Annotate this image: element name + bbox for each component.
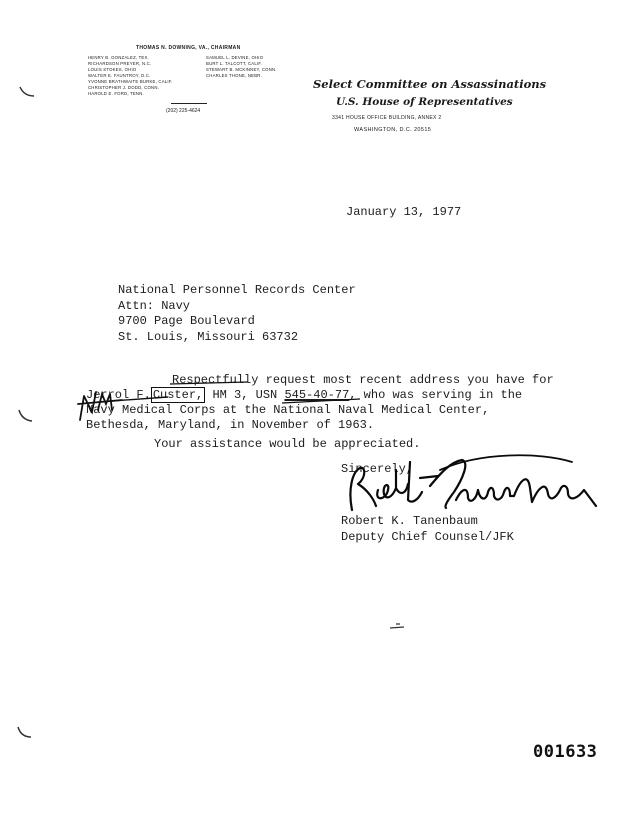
page-number: 001633 [533,742,598,762]
body-line: Navy Medical Corps at the National Naval Medical Center, [86,403,490,417]
member-name: CHRISTOPHER J. DODD, CONN. [88,85,160,90]
subject-service-number: 545-40-77 [284,388,350,402]
address-line: Attn: Navy [118,298,191,313]
handwritten-signature [350,460,596,510]
member-name: LOUIS STOKES, OHIO [88,67,137,72]
member-name: RICHARDSON PREYER, N.C. [88,61,152,66]
member-name: HENRY B. GONZALEZ, TEX. [88,55,149,60]
member-name: YVONNE BRATHWAITE BURKE, CALIF. [88,79,173,84]
letter-date: January 13, 1977 [346,205,462,219]
subject-rank: HM 3, USN [212,388,278,402]
body-line: Bethesda, Maryland, in November of 1963. [86,418,375,432]
signer-name: Robert K. Tanenbaum [341,514,478,528]
margin-initials [78,392,122,420]
member-name: HAROLD E. FORD, TENN. [88,91,144,96]
address-line: St. Louis, Missouri 63732 [118,329,299,344]
subject-first-name: Jerrol F. [86,388,151,402]
house-name: U.S. House of Representatives [336,96,513,108]
signature-flourish [440,455,572,470]
committee-name: Select Committee on Assassinations [313,77,547,91]
city-address: WASHINGTON, D.C. 20515 [354,127,432,133]
name-strike [112,397,168,401]
member-name: BURT L. TALCOTT, CALIF. [206,61,263,66]
complimentary-close: Sincerely, [341,462,414,476]
phone-number: (202) 225-4624 [166,108,201,114]
address-line: National Personnel Records Center [118,283,356,297]
member-name: SAMUEL L. DEVINE, OHIO [206,55,264,60]
signer-title: Deputy Chief Counsel/JFK [341,529,514,544]
body-text: , who was serving in the [349,388,523,402]
chairman-line: THOMAS N. DOWNING, VA., CHAIRMAN [136,45,241,51]
subject-surname-boxed: Custer, [152,388,204,402]
text-strike [282,399,360,403]
member-name: WALTER E. FAUNTROY, D.C. [88,73,151,78]
underline-mark [170,382,248,384]
member-name: CHARLES THONE, NEBR. [206,73,262,78]
address-line: 9700 Page Boulevard [118,314,255,328]
building-address: 3341 HOUSE OFFICE BUILDING, ANNEX 2 [332,115,442,121]
member-name: STEWART B. MCKINNEY, CONN. [206,67,277,72]
closing-sentence: Your assistance would be appreciated. [154,437,421,451]
body-line: Respectfully request most recent address you have for [172,373,554,387]
